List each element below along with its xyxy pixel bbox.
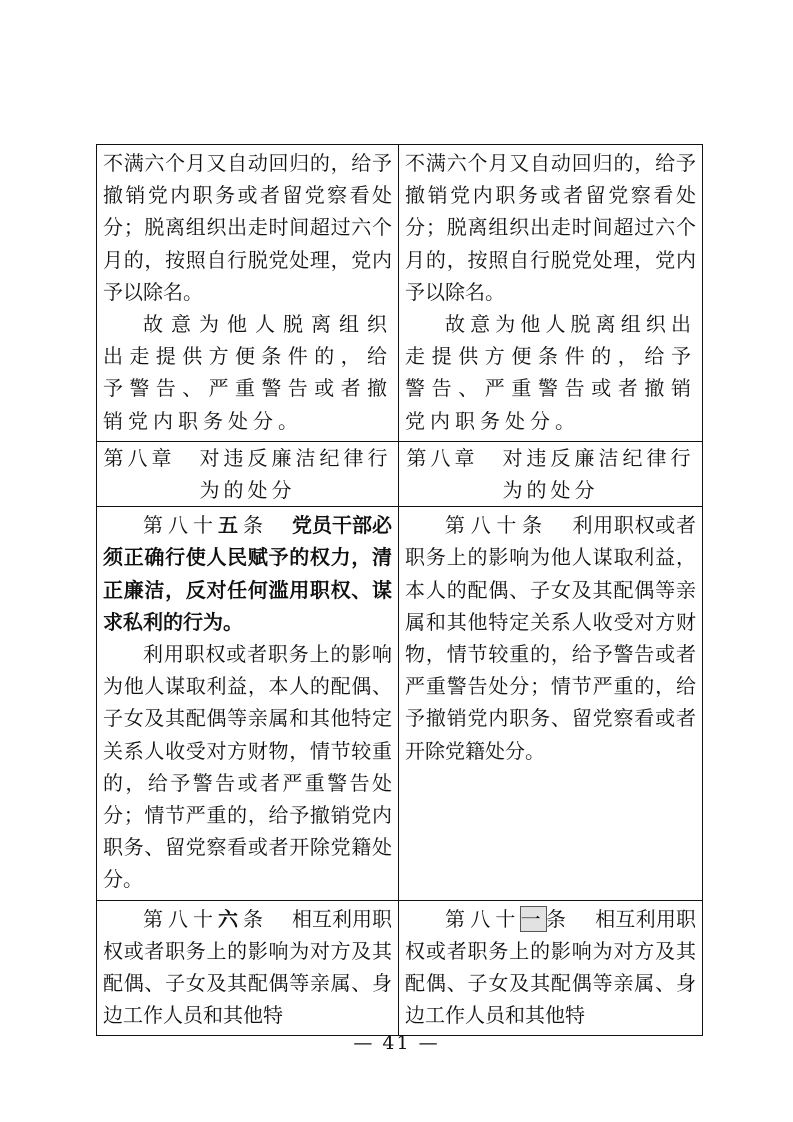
- old-version-cell: [399, 900, 703, 1036]
- paragraph: 利用职权或者职务上的影响为他人谋取利益，本人的配偶、子女及其配偶等亲属和其他特定关系人收受对方财物，情节较重的，给予警告或者严重警告处分；情节严重的，给予撤销党内职务、留党察看或者开除党籍处分。: [103, 642, 392, 892]
- article-number: [143, 513, 268, 537]
- article-number-suffix: 条: [243, 906, 268, 931]
- old-version-cell: [399, 145, 703, 442]
- article-number: [445, 907, 571, 931]
- article-text: 利用职权或者职务上的影响为他人谋取利益，本人的配偶、子女及其配偶等亲属和其他特定关系人收受对方财物，情节较重的，给予警告或者严重警告处分；情节严重的，给予撤销党内职务、留党察看或者开除党籍处分。: [405, 513, 697, 763]
- article-85: [103, 509, 392, 638]
- article-number-prefix: 第八十: [143, 513, 218, 538]
- article-80: [405, 509, 696, 767]
- new-version-cell: [97, 507, 399, 900]
- highlighted-character: 一: [520, 906, 546, 931]
- article-number: 第八十条: [445, 513, 548, 538]
- table-row: [97, 145, 703, 442]
- paragraph: 不满六个月又自动回归的，给予撤销党内职务或者留党察看处分；脱离组织出走时间超过六个月的，按照自行脱党处理，党内予以除名。: [103, 151, 392, 304]
- article-81: [405, 903, 696, 1032]
- article-number-prefix: 第八十: [143, 906, 218, 931]
- table-row: [97, 507, 703, 900]
- article-text: 相互利用职权或者职务上的影响为对方及其配偶、子女及其配偶等亲属、身边工作人员和其他特: [405, 906, 697, 1028]
- old-version-cell: [399, 507, 703, 900]
- paragraph: 故意为他人脱离组织出走提供方便条件的，给予警告、严重警告或者撤销党内职务处分。: [405, 312, 696, 433]
- added-bold-text: 党员干部必须正确行使人民赋予的权力，清正廉洁，反对任何滥用职权、谋求私利的行为。: [103, 513, 392, 634]
- article-number: [143, 907, 268, 931]
- article-text: 相互利用职权或者职务上的影响为对方及其配偶、子女及其配偶等亲属、身边工作人员和其他特: [103, 906, 392, 1028]
- article-number-suffix: 条: [545, 906, 572, 931]
- table-row: [97, 900, 703, 1036]
- table-row: [97, 441, 703, 506]
- chapter-heading-new: 第八章 对违反廉洁纪律行为的处分: [97, 441, 399, 506]
- article-86: [103, 903, 392, 1032]
- new-version-cell: [97, 145, 399, 442]
- article-number-prefix: 第八十: [445, 906, 521, 931]
- new-version-cell: [97, 900, 399, 1036]
- comparison-table: [96, 144, 703, 1036]
- paragraph: 故意为他人脱离组织出走提供方便条件的，给予警告、严重警告或者撤销党内职务处分。: [103, 312, 392, 433]
- article-number-changed: 六: [218, 906, 243, 931]
- article-number-suffix: 条: [243, 513, 268, 538]
- paragraph: 不满六个月又自动回归的，给予撤销党内职务或者留党察看处分；脱离组织出走时间超过六个月的，按照自行脱党处理，党内予以除名。: [405, 151, 696, 304]
- page-number: — 41 —: [353, 1032, 440, 1054]
- chapter-heading-old: 第八章 对违反廉洁纪律行为的处分: [399, 441, 703, 506]
- article-number-changed: 五: [218, 513, 243, 538]
